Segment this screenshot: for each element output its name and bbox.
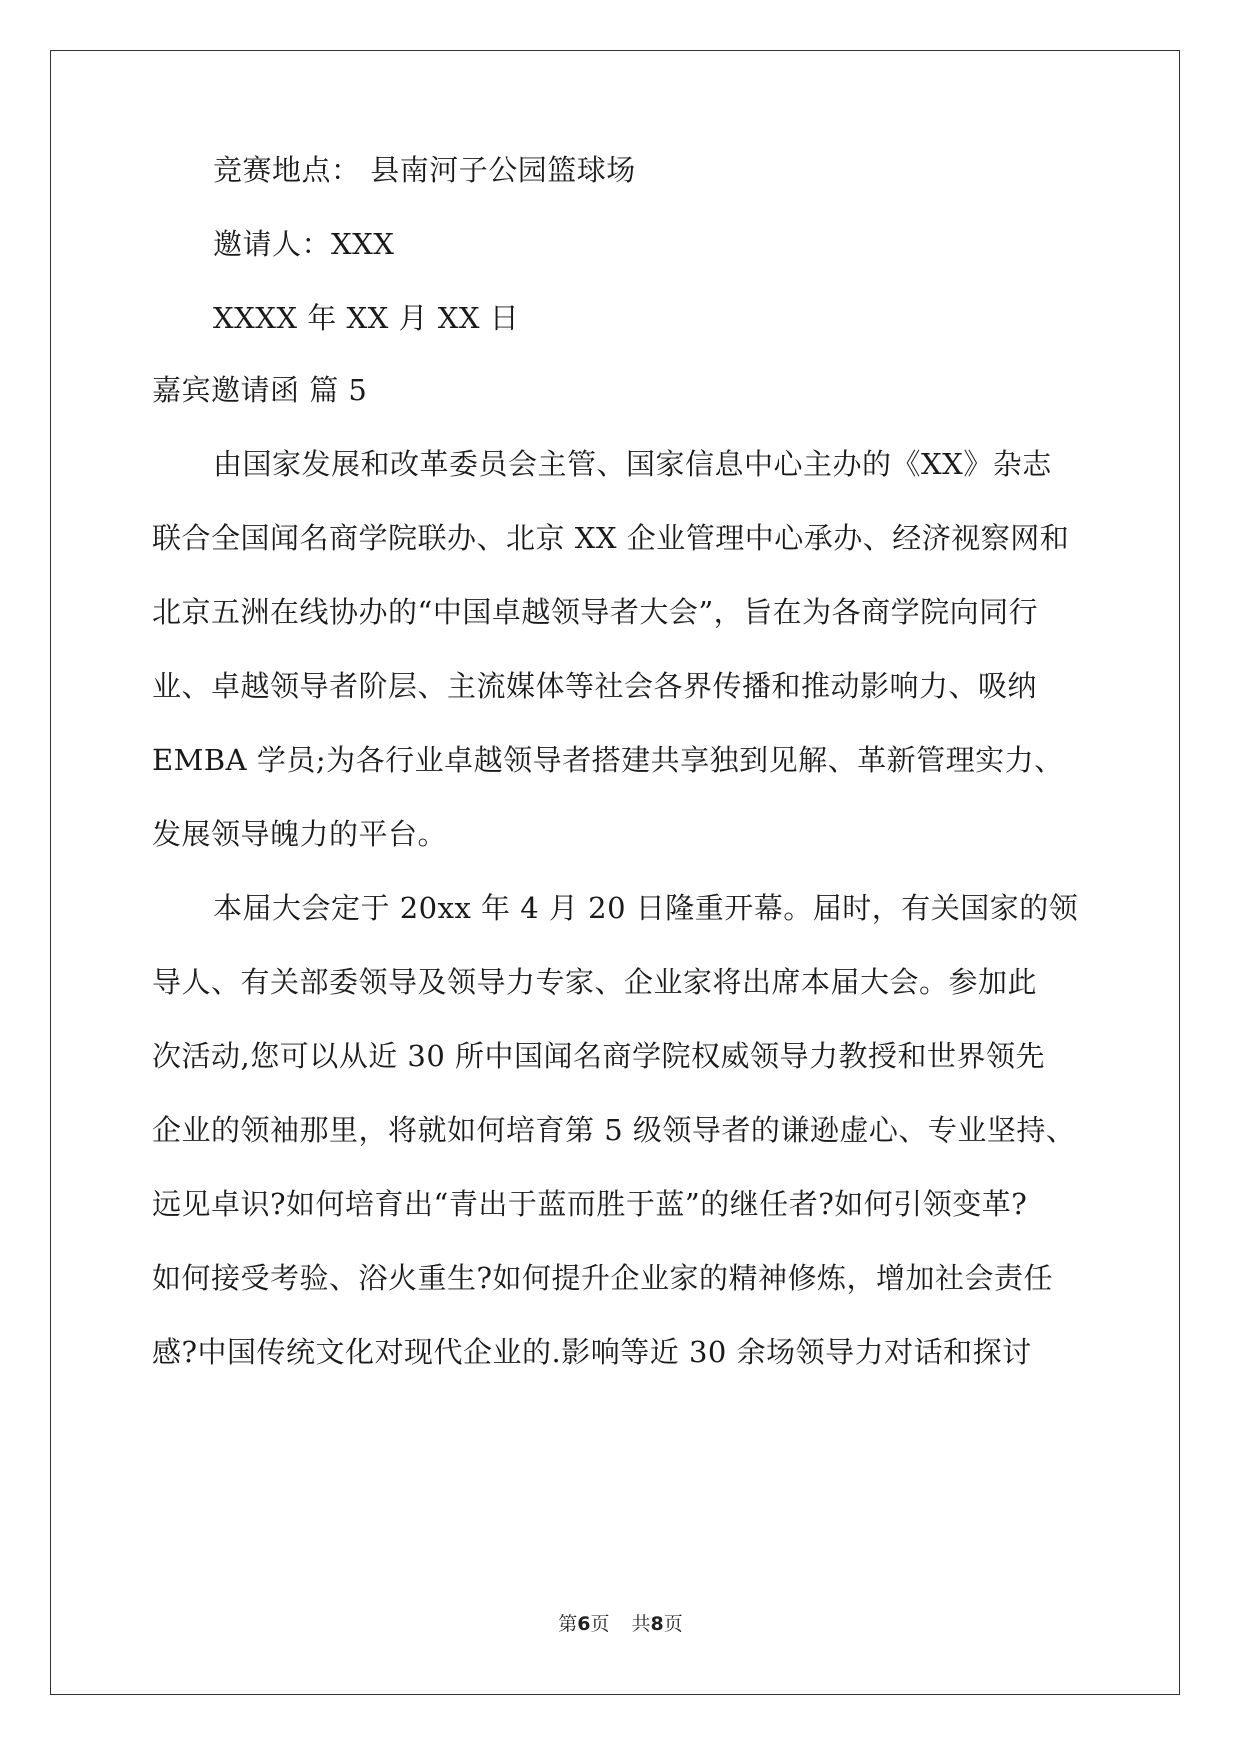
total-suffix: 页 (663, 1613, 683, 1635)
page-current: 6 (577, 1613, 591, 1635)
paragraph-2-line-3: 次活动,您可以从近 30 所中国闻名商学院权威领导力教授和世界领先 (152, 1039, 1046, 1073)
paragraph-1-line-4: 业、卓越领导者阶层、主流媒体等社会各界传播和推动影响力、吸纳 (152, 669, 1038, 703)
section-heading: 嘉宾邀请函 篇 5 (152, 373, 368, 407)
paragraph-2-line-2: 导人、有关部委领导及领导力专家、企业家将出席本届大会。参加此 (152, 965, 1038, 999)
page-footer (0, 1612, 1241, 1636)
venue-line: 竞赛地点： 县南河子公园篮球场 (213, 153, 636, 187)
page-prefix: 第 (558, 1613, 578, 1635)
paragraph-1-line-3: 北京五洲在线协办的“中国卓越领导者大会”，旨在为各商学院向同行 (152, 595, 1039, 629)
paragraph-2-line-5: 远见卓识?如何培育出“青出于蓝而胜于蓝”的继任者?如何引领变革? (152, 1187, 1028, 1221)
page-total: 8 (650, 1613, 664, 1635)
total-prefix: 共 (631, 1613, 651, 1635)
paragraph-1-line-6: 发展领导魄力的平台。 (152, 817, 448, 851)
page-border (50, 50, 1180, 1695)
paragraph-2-line-4: 企业的领袖那里，将就如何培育第 5 级领导者的谦逊虚心、专业坚持、 (152, 1113, 1076, 1147)
paragraph-1-line-5: EMBA 学员;为各行业卓越领导者搭建共享独到见解、革新管理实力、 (152, 743, 1064, 777)
paragraph-2-line-6: 如何接受考验、浴火重生?如何提升企业家的精神修炼，增加社会责任 (152, 1261, 1054, 1295)
paragraph-1-line-1: 由国家发展和改革委员会主管、国家信息中心主办的《XX》杂志 (213, 447, 1052, 481)
date-line: XXXX 年 XX 月 XX 日 (213, 301, 520, 335)
paragraph-1-line-2: 联合全国闻名商学院联办、北京 XX 企业管理中心承办、经济视察网和 (152, 521, 1070, 555)
paragraph-2-line-1: 本届大会定于 20xx 年 4 月 20 日隆重开幕。届时，有关国家的领 (213, 891, 1079, 925)
paragraph-2-line-7: 感?中国传统文化对现代企业的.影响等近 30 余场领导力对话和探讨 (152, 1335, 1032, 1369)
inviter-line: 邀请人：XXX (213, 227, 395, 261)
page-suffix: 页 (590, 1613, 610, 1635)
